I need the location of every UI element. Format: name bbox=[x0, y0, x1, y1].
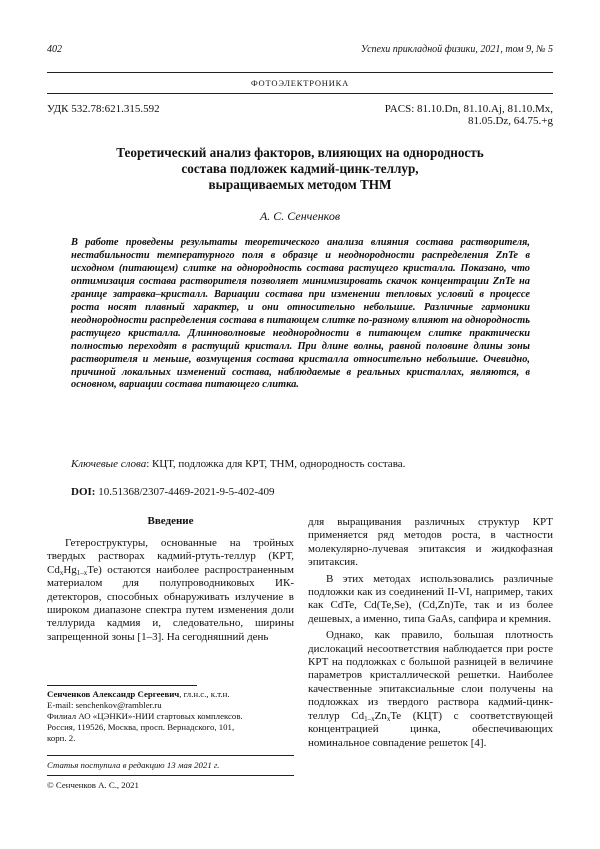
keywords-label: Ключевые слова bbox=[71, 458, 147, 470]
footnote-divider-1 bbox=[47, 755, 294, 756]
keywords bbox=[71, 458, 530, 470]
udk-code: УДК 532.78:621.315.592 bbox=[47, 103, 160, 115]
bottom-rule bbox=[47, 93, 553, 94]
abstract: В работе проведены результаты теоретического анализа влияния состава растворителя, нестабильности температурного поля в образце и неоднородности распределения ZnTe в исходном (питающем) слитке на однородность состава растущего кристалла. Показано, что оптимизация состава растворителя позволяет минимизировать скачок концентрации ZnTe на границе затравка–кристалл. Вариации состава при изменении тепловых условий в процессе роста носят плавный характер, и они относительно небольшие. Различные гармоники неоднородности распределения состава в питающем слитке по-разному влияют на однородность растущего кристалла. Длинноволновые неоднородности в питающем слитке практически полностью переходят в растущий кристалл. При длине волны, равной половине длины зоны растворителя и меньше, возмущения состава кристалла относительно небольшие. Очевидно, причиной локальных изменений состава, наблюдаемые в реальных кристаллах, являются, в основном, вариации состава питающего слитка. bbox=[71, 237, 530, 391]
footnote-email: E-mail: senchenkov@rambler.ru bbox=[47, 700, 162, 710]
received-date: Статья поступила в редакцию 13 мая 2021 г. bbox=[47, 760, 220, 770]
footnote-affil-3: корп. 2. bbox=[47, 733, 76, 743]
intro-paragraph-4: Однако, как правило, большая плотность дислокаций несоответствия наблюдается при росте КРТ на подложках с большой разницей в величине параметров кристаллической решетки. Наиболее качественные эпитаксиальные слои получены на подложках из твердого раствора кадмий-цинк-теллур $Cd_{1-x}Zn_xTe$ (КЦТ) с соответствующей концентрацией цинка, обеспечивающих номинальное совпадение решеток [4]. bbox=[308, 629, 553, 749]
intro-heading: Введение bbox=[147, 515, 194, 527]
section-label: ФОТОЭЛЕКТРОНИКА bbox=[250, 78, 350, 88]
doi-line bbox=[71, 486, 530, 498]
intro-paragraph-1: Гетероструктуры, основанные на тройных твердых растворах кадмий-ртуть-теллур (КРТ, $Cd_xHg_{1-x}Te$) остаются наиболее распространенным материалом для полупроводниковых ИК-детекторов, способных обнаруживать излучение в широком диапазоне спектра путем изменения доли теллурида кадмия и, следовательно, ширины запрещенной зоны [1–3]. На сегодняшний день bbox=[47, 537, 294, 643]
title-line-2: состава подложек кадмий-цинк-теллур, bbox=[181, 161, 419, 176]
intro-paragraph-2: для выращивания различных структур КРТ применяется ряд методов роста, в частности молекулярно-лучевая эпитаксия и жидкофазная эпитаксия. bbox=[308, 516, 553, 569]
top-rule bbox=[47, 72, 553, 73]
footnote-divider-2 bbox=[47, 775, 294, 776]
footnote-affil-2: Россия, 119526, Москва, просп. Вернадского, 101, bbox=[47, 722, 235, 732]
intro-left-column bbox=[47, 537, 294, 644]
article-title bbox=[60, 145, 540, 193]
author-footnote bbox=[47, 689, 294, 744]
doi-value: 10.51368/2307-4469-2021-9-5-402-409 bbox=[95, 486, 275, 498]
page-number: 402 bbox=[47, 44, 62, 55]
pacs-codes bbox=[385, 103, 553, 127]
footnote-author: Сенченков Александр Сергеевич, гл.н.с., к.т.н. bbox=[47, 689, 230, 699]
intro-right-column bbox=[308, 516, 553, 750]
title-line-1: Теоретический анализ факторов, влияющих на однородность bbox=[116, 145, 484, 160]
pacs-line-2: 81.05.Dz, 64.75.+g bbox=[467, 115, 553, 127]
keywords-text: : КЦТ, подложка для КРТ, ТНМ, однородность состава. bbox=[146, 458, 406, 470]
pacs-line-1: PACS: 81.10.Dn, 81.10.Aj, 81.10.Mx, bbox=[384, 103, 553, 115]
doi-label: DOI: bbox=[71, 486, 96, 498]
title-line-3: выращиваемых методом ТНМ bbox=[208, 177, 392, 192]
journal-citation: Успехи прикладной физики, 2021, том 9, № 5 bbox=[360, 44, 553, 55]
author-name: А. С. Сенченков bbox=[259, 209, 341, 223]
copyright: © Сенченков А. С., 2021 bbox=[47, 780, 139, 790]
footnote-rule bbox=[47, 685, 197, 686]
intro-paragraph-3: В этих методах использовались различные подложки как из соединений II-VI, например, таких как CdTe, Cd(Te,Se), (Cd,Zn)Te, так и из более дешевых, а именно, типа GaAs, сапфира и кремния. bbox=[308, 572, 553, 625]
footnote-affil-1: Филиал АО «ЦЭНКИ»-НИИ стартовых комплексов. bbox=[47, 711, 243, 721]
